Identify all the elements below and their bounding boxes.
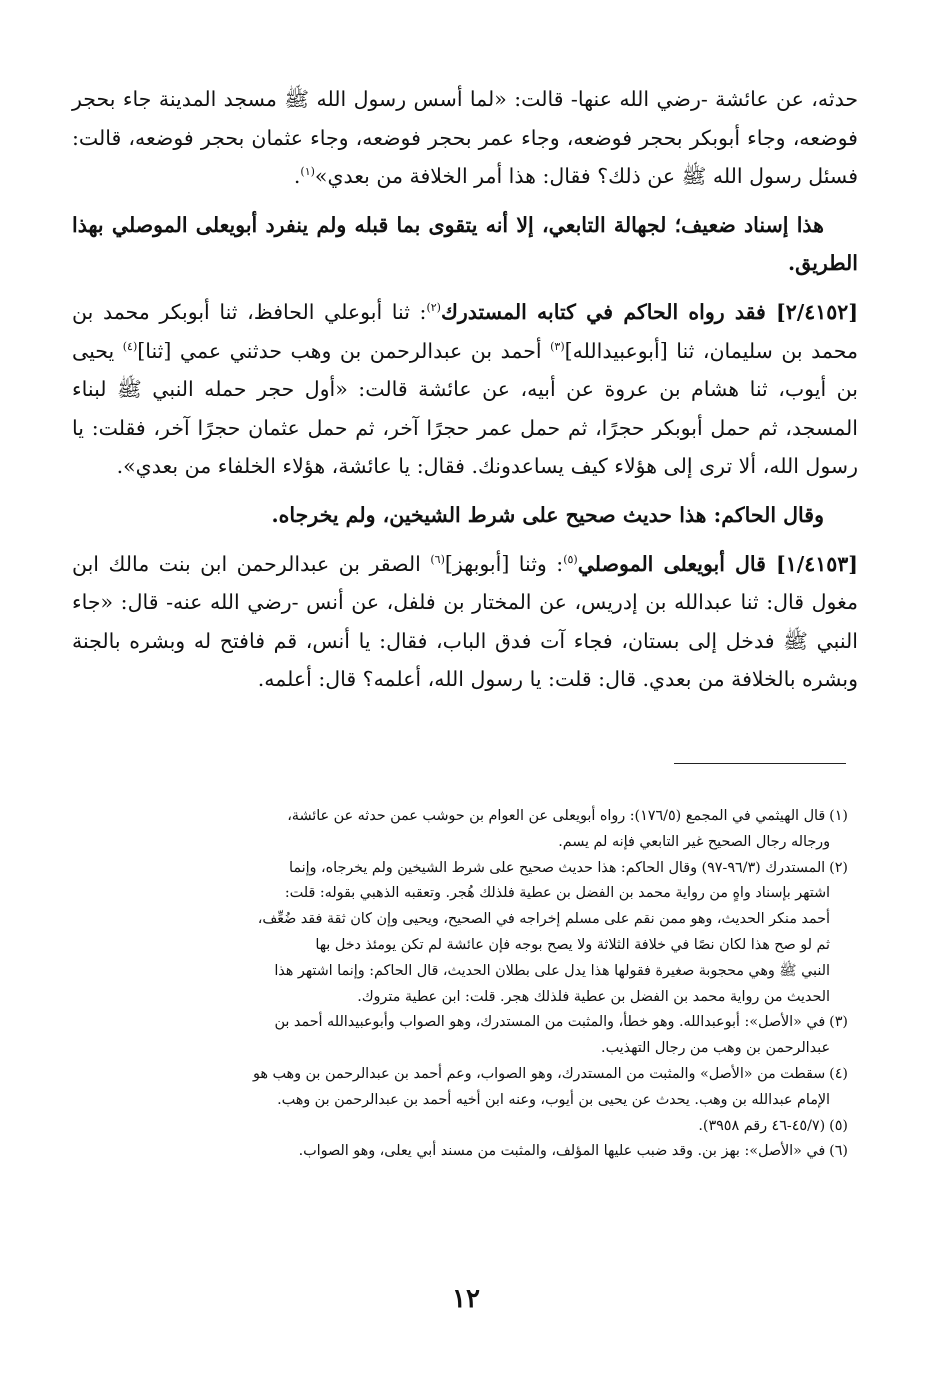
- footnote-line: سقطت من «الأصل» والمثبت من المستدرك، وهو الصواب، وعم أحمد بن عبدالرحمن بن وهب هو: [253, 1065, 826, 1082]
- footnote-ref: (١): [300, 165, 315, 179]
- footnote-3-cont: [72, 1036, 848, 1062]
- footnote-2-cont: [72, 985, 848, 1011]
- footnote-5: [72, 1114, 848, 1140]
- footnote-1-cont: [72, 830, 848, 856]
- footnote-divider: [674, 763, 846, 764]
- paragraph-bold: هذا إسناد ضعيف؛ لجهالة التابعي، إلا أنه يتقوى بما قبله ولم ينفرد أبويعلى الموصلي بهذا الطريق.: [72, 212, 858, 276]
- footnote-number: (١): [829, 808, 848, 824]
- footnote-2-cont: [72, 907, 848, 933]
- footnote-2-cont: [72, 933, 848, 959]
- footnote-number: (٤): [829, 1065, 848, 1082]
- footnote-ref: (٣): [550, 339, 565, 353]
- footnote-4: [72, 1062, 848, 1088]
- footnote-line: ورجاله رجال الصحيح غير التابعي فإنه لم يسم.: [558, 833, 830, 850]
- footnote-1: [72, 804, 848, 830]
- paragraph-text: : ثنا أبوعلي الحافظ، ثنا أبوبكر محمد بن محمد بن سليمان، ثنا [أبوعبيدالله]: [72, 299, 858, 363]
- footnote-line: في «الأصل»: أبوعبدالله. وهو خطأ، والمثبت من المستدرك، وهو الصواب وأبوعبيدالله أحمد بن: [274, 1014, 826, 1031]
- paragraph-text: أحمد بن عبدالرحمن بن وهب حدثني عمي [ثنا]: [137, 338, 551, 363]
- footnote-6: [72, 1139, 848, 1165]
- footnote-line: عبدالرحمن بن وهب من رجال التهذيب.: [601, 1040, 830, 1057]
- footnote-ref: (٤): [122, 339, 138, 353]
- footnote-ref: (٢): [426, 301, 441, 315]
- footnote-number: (٣): [829, 1014, 848, 1031]
- footnotes: [72, 804, 848, 1165]
- main-text: [72, 80, 858, 699]
- paragraph-1: [72, 80, 858, 196]
- paragraph-text: : وثنا [أبوبهز]: [444, 551, 564, 576]
- page-number: ١٢: [452, 1284, 480, 1314]
- footnote-line: أحمد منكر الحديث، وهو ممن نقم على مسلم إخراجه في الصحيح، ويحيى وإن كان ثقة فقد ضُعِّف،: [257, 911, 830, 928]
- footnote-ref: (٥): [563, 552, 578, 566]
- footnote-line: في «الأصل»: بهز بن. وقد ضبب عليها المؤلف، والمثبت من مسند أبي يعلى، وهو الصواب.: [298, 1143, 826, 1160]
- footnote-2: [72, 856, 848, 882]
- paragraph-text: حدثه، عن عائشة -رضي الله عنها- قالت: «لما أسس رسول الله ﷺ مسجد المدينة جاء بحجر فوضعه، وجاء أبوبكر بحجر فوضعه، وجاء عمر بحجر فوضعه، وجاء عثمان بحجر فوضعه، قالت: فسئل رسول الله ﷺ عن ذلك؟ فقال: هذا أمر الخلافة من بعدي»: [72, 87, 858, 189]
- paragraph-4: [72, 496, 858, 535]
- footnote-number: (٦): [829, 1143, 848, 1160]
- paragraph-end: .: [293, 164, 301, 189]
- hadith-heading: [١/٤١٥٣] قال أبويعلى الموصلي: [577, 551, 858, 576]
- paragraph-5: [72, 545, 858, 699]
- paragraph-text: الصقر بن عبدالرحمن ابن بنت مالك ابن مغول قال: ثنا عبدالله بن إدريس، عن المختار بن فلفل، عن أنس -رضي الله عنه- قال: «جاء النبي ﷺ فدخل إلى بستان، فجاء آت فدق الباب، فقال: يا أنس، قم فافتح له وبشره بالجنة وبشره بالخلافة من بعدي. قال: قلت: يا رسول الله، أعلمه؟ قال: أعلمه.: [72, 551, 858, 692]
- footnote-number: (٢): [829, 859, 848, 876]
- footnote-line: الإمام عبدالله بن وهب. يحدث عن يحيى بن أيوب، وعنه ابن أخيه أحمد بن عبدالرحمن بن وهب.: [277, 1091, 830, 1108]
- paragraph-2: [72, 206, 858, 283]
- footnote-2-cont: [72, 881, 848, 907]
- paragraph-text: يحيى بن أيوب، ثنا هشام بن عروة عن أبيه، عن عائشة قالت: «أول حجر حمله النبي ﷺ لبناء المسجد، ثم حمل أبوبكر حجرًا، ثم حمل عمر حجرًا آخر، ثم حمل عثمان حجرًا آخر، فقلت: يا رسول الله، ألا ترى إلى هؤلاء كيف يساعدونك. فقال: يا عائشة، هؤلاء الخلفاء من بعدي».: [72, 338, 858, 479]
- footnote-4-cont: [72, 1088, 848, 1114]
- footnote-line: المستدرك (٩٦/٣-٩٧) وقال الحاكم: هذا حديث صحيح على شرط الشيخين ولم يخرجاه، وإنما: [288, 859, 826, 876]
- footnote-line: الحديث من رواية محمد بن الفضل بن عطية فلذلك هجر. قلت: ابن عطية متروك.: [357, 988, 830, 1005]
- paragraph-3: [72, 293, 858, 486]
- footnote-line: قال الهيثمي في المجمع (١٧٦/٥): رواه أبويعلى عن العوام بن حوشب عمن حدثه عن عائشة،: [287, 808, 826, 824]
- footnote-line: اشتهر بإسناد واهٍ من رواية محمد بن الفضل بن عطية فلذلك هُجر. وتعقبه الذهبي بقوله: قلت:: [284, 885, 830, 902]
- footnote-line: (٤٥/٧-٤٦ رقم ٣٩٥٨).: [698, 1117, 826, 1134]
- footnote-number: (٥): [829, 1117, 848, 1134]
- footnote-3: [72, 1010, 848, 1036]
- footnote-line: النبي ﷺ وهي محجوبة صغيرة فقولها هذا يدل على بطلان الحديث، قال الحاكم: وإنما اشتهر هذا: [274, 962, 830, 979]
- paragraph-bold: وقال الحاكم: هذا حديث صحيح على شرط الشيخين، ولم يخرجاه.: [271, 502, 824, 527]
- footnote-ref: (٦): [430, 552, 445, 566]
- footnote-line: ثم لو صح هذا لكان نصًا في خلافة الثلاثة ولا يصح بوجه فإن عائشة لم تكن يومئذ دخل بها: [315, 936, 830, 953]
- footnote-2-cont: [72, 959, 848, 985]
- hadith-heading: [٢/٤١٥٢] فقد رواه الحاكم في كتابه المستدرك: [440, 299, 859, 324]
